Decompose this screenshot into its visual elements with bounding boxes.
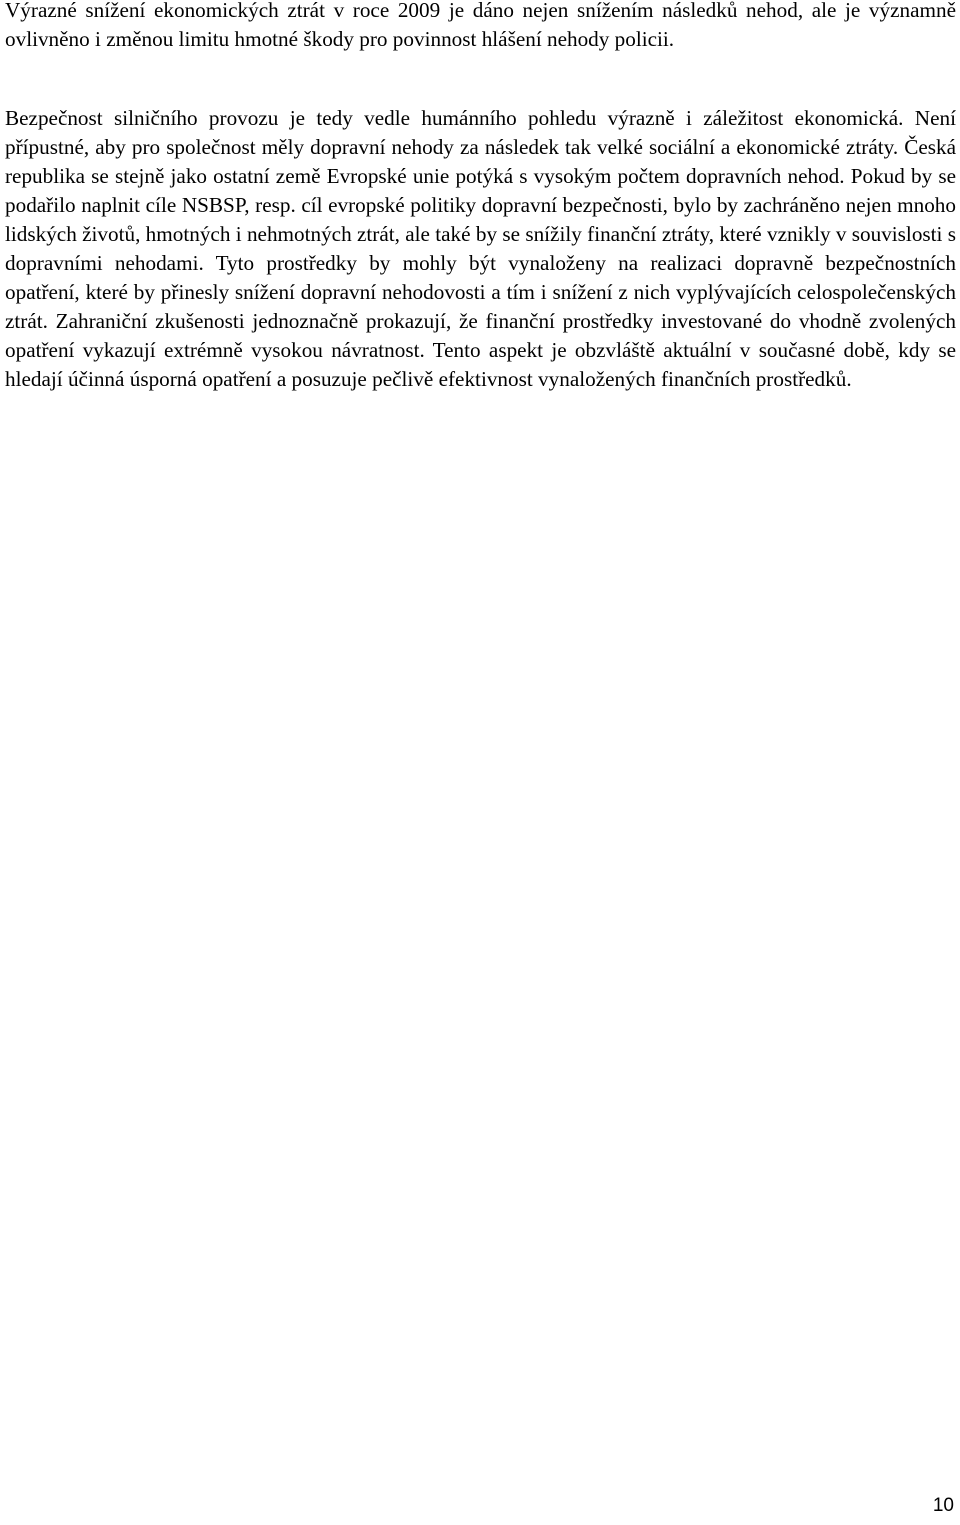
- page-number: 10: [932, 1495, 954, 1516]
- document-page: [5, 0, 956, 394]
- paragraph-road-safety: Bezpečnost silničního provozu je tedy vedle humánního pohledu výrazně i záležitost ekonomická. Není přípustné, aby pro společnost měly dopravní nehody za následek tak velké sociální a ekonomické ztráty. Česká republika se stejně jako ostatní země Evropské unie potýká s vysokým počtem dopravních nehod. Pokud by se podařilo naplnit cíle NSBSP, resp. cíl evropské politiky dopravní bezpečnosti, bylo by zachráněno nejen mnoho lidských životů, hmotných i nehmotných ztrát, ale také by se snížily finanční ztráty, které vznikly v souvislosti s dopravními nehodami. Tyto prostředky by mohly být vynaloženy na realizaci dopravně bezpečnostních opatření, které by přinesly snížení dopravní nehodovosti a tím i snížení z nich vyplývajících celospolečenských ztrát. Zahraniční zkušenosti jednoznačně prokazují, že finanční prostředky investované do vhodně zvolených opatření vykazují extrémně vysokou návratnost. Tento aspekt je obzvláště aktuální v současné době, kdy se hledají účinná úsporná opatření a posuzuje pečlivě efektivnost vynaložených finančních prostředků.: [5, 106, 956, 391]
- paragraph-economic-losses: Výrazné snížení ekonomických ztrát v roce 2009 je dáno nejen snížením následků nehod, ale je významně ovlivněno i změnou limitu hmotné škody pro povinnost hlášení nehody policii.: [5, 0, 956, 51]
